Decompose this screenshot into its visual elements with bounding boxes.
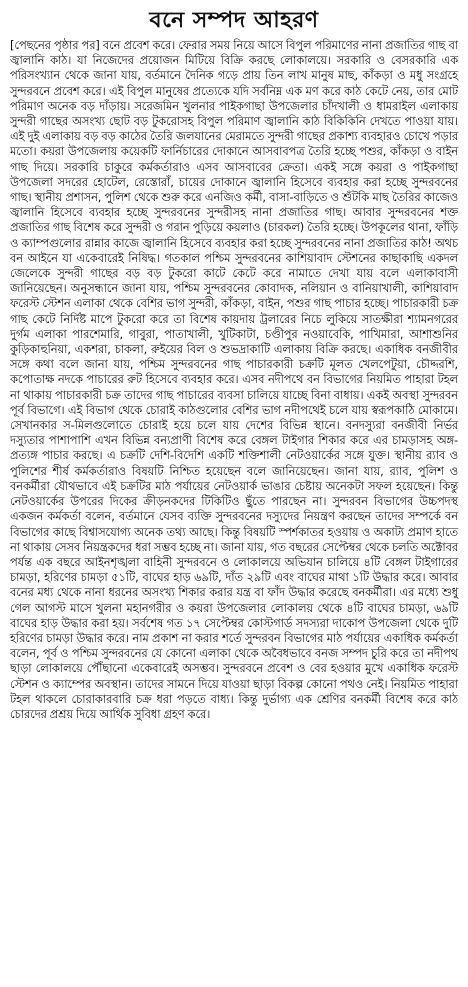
- article-headline: বনে সম্পদ আহরণ: [149, 7, 319, 33]
- article-body: [পেছনের পৃষ্ঠার পর] বনে প্রবেশ করে। ফেরার সময় নিয়ে আসে বিপুল পরিমাণের নানা প্রজাতির গাছ বা জ্বালানি কাঠ। যা নিজেদের প্রয়োজন মিটিয়ে বিক্রি করছে লোকালয়ে। সরকারি ও বেসরকারি এক পরিসংখ্যান থেকে জানা যায়, বর্তমানে দৈনিক গড়ে প্রায় তিন লাখ মানুষ মাছ, কাঁকড়া ও মধু সংগ্রহে সুন্দরবনে প্রবেশ করে। এই বিপুল মানুষের প্রত্যেকে যদি সর্বনিম্ন এক মণ করে কাঠ কেটে নেয়, তার মোট পরিমাণ অনেক বড় দাঁড়ায়। সরেজমিন খুলনার পাইকগাছা উপজেলার চাঁদখালী ও ধামরাইল এলাকায় সুন্দরী গাছের অসংখ্য ছোট বড় টুকরোসহ বিপুল পরিমাণ জ্বালানি কাঠ বিকিকিনি দেখতে পাওয়া যায়। এই দুই এলাকায় বড় বড় কাঠের তৈরি জলযানের মেরামতে সুন্দরী গাছের প্রকাশ্য ব্যবহারও চোখে পড়ার মতো। কয়রা উপজেলায় কয়েকটি ফার্নিচারের দোকানে আসবাবপত্র তৈরি হচ্ছে পশুর, কাঁকড়া ও বাইন গাছ দিয়ে। সরকারি চাকুরে কর্মকর্তারাও এসব আসবাবের ক্রেতা। একই সঙ্গে কয়রা ও পাইকগাছা উপজেলা সদরের হোটেল, রেস্তোরাঁ, চায়ের দোকানে জ্বালানি হিসেবে ব্যবহার করা হচ্ছে সুন্দরবনের গাছ। স্থানীয় প্রশাসন, পুলিশ থেকে শুরু করে এনজিও কর্মী, বাসা-বাড়িতে ও শুঁটকি মাছ তৈরির কাজেও জ্বালানি হিসেবে ব্যবহার হচ্ছে সুন্দরবনের সুন্দরীসহ নানা প্রজাতির গাছ। আবার সুন্দরবনের শক্ত প্রজাতির গাছ বিশেষ করে সুন্দরী ও গরান পুড়িয়ে কয়লাও (চারকল) তৈরি হচ্ছে। উপকূলের থানা, ফাঁড়ি ও ক্যাম্পগুলোর রান্নার কাজে জ্বালানি হিসেবে ব্যবহার করা হচ্ছে সুন্দরবনের নানা প্রজাতির কাঠ! অথচ বন আইনে যা একেবারেই নিষিদ্ধ। গতকাল পশ্চিম সুন্দরবনের কাশিয়াবাদ স্টেশনের কাছাকাছি একদল জেলেকে সুন্দরী গাছের বড় বড় টুকরো কাটে কেটে করে নামাতে দেখা যায় বলে এলাকাবাসী জানিয়েছেন। অনুসন্ধানে জানা যায়, পশ্চিম সুন্দরবনের কোবাদক, নলিয়ান ও বানিয়াখালী, কাশিয়াবাদ ফরেস্ট স্টেশন এলাকা থেকে বেশির ভাগ সুন্দরী, কাঁকড়া, বাইন, পশুর গাছ পাচার হচ্ছে। পাচারকারী চক্র গাছ কেটে নির্দিষ্ট মাপে টুকরো করে তা বিশেষ কায়দায় ট্রলারের নিচে লুকিয়ে সাতক্ষীরা শ্যামনগরের দুর্গম এলাকা পারশেমারি, গাবুরা, পাতাখালী, খুটিকাটা, চণ্ডীপুর নওয়াবেকি, পাখিমারা, আশাশুনির কুড়িকাহুনিয়া, একশরা, চাকলা, রুইয়ের বিল ও শুভদ্রাকাটি এলাকায় বিক্রি করছে। একাধিক বনজীবীর সঙ্গে কথা বলে জানা যায়, পশ্চিম সুন্দরবনের গাছ পাচারকারী চক্রটি মূলত খেলপেটুয়া, চৌদ্দরশি, কপোতাক্ষ নদকে পাচারের রুট হিসেবে ব্যবহার করে। এসব নদীপথে বন বিভাগের নিয়মিত পাহারা টহল না থাকায় পাচারকারী চক্র তাদের গাছ পাচারের ব্যবসা চালিয়ে যাচ্ছে বিনা বাধায়। একই অবস্থা সুন্দরবন পূর্ব বিভাগে। এই বিভাগ থেকে চোরাই কাঠগুলোর বেশির ভাগ নদীপথেই চলে যায় স্বরূপকাঠি মোকামে। সেখানকার স-মিলগুলোতে চোরাই হয়ে চলে যায় দেশের বিভিন্ন স্থানে। বনদস্যুরা বনজীবী নির্ভর দস্যুতার পাশাপাশি এখন বিভিন্ন বন্যপ্রাণী বিশেষ করে বেঙ্গল টাইগার শিকার করে এর চামড়াসহ অঙ্গ-প্রত্যঙ্গ পাচার করছে। এ চক্রটি দেশি-বিদেশি একটি শক্তিশালী নেটওয়ার্কের সঙ্গে যুক্ত। স্থানীয় র‌্যাব ও পুলিশের শীর্ষ কর্মকর্তারাও বিষয়টি নিশ্চিত হয়েছেন বলে জানিয়েছেন। জানা যায়, র‌্যাব, পুলিশ ও বনকর্মীরা যৌথভাবে এই চক্রটির মাঠ পর্যায়ের নেটওয়ার্ক ভাঙার চেষ্টায় অনেকটা সফল হয়েছেন। কিন্তু নেটওয়ার্কের উপরের দিকের ক্রীড়নকদের টিকিটিও ছুঁতে পারছেন না। সুন্দরবন বিভাগের উচ্চপদস্থ একজন কর্মকর্তা বলেন, বর্তমানে যেসব ব্যক্তি সুন্দরবনের দস্যুদের নিয়ন্ত্রণ করছেন তাদের সম্পর্কে বন বিভাগের কাছে বিশ্বাসযোগ্য অনেক তথ্য আছে। কিন্তু বিষয়টি স্পর্শকাতর হওয়ায় ও অকাট্য প্রমাণ হাতে না থাকায় সেসব নিয়ন্ত্রকদের ধরা সম্ভব হচ্ছে না। জানা যায়, গত বছরের সেপ্টেম্বর থেকে চলতি অক্টোবর পর্যন্ত এক বছরে আইনশৃঙ্খলা বাহিনী সুন্দরবনে ও লোকালয়ে অভিযান চালিয়ে ৪টি বেঙ্গল টাইগারের চামড়া, হরিণের চামড়া ৫১টি, বাঘের হাড় ৬৯টি, দাঁত ২৯টি এবং বাঘের মাথা ১টি উদ্ধার করে। আবার বনের মধ্য থেকে নানা ধরনের অসংখ্য শিকার করার যন্ত্র বা ফাঁদ উদ্ধার করেছে বনকর্মীরা। এর মধ্যে শুধু গেল আগস্ট মাসে খুলনা মহানগরীর ও কয়রা উপজেলার লোকালয় থেকে ৪টি বাঘের চামড়া, ৬৯টি বাঘের হাড় উদ্ধার করা হয়। সর্বশেষ গত ১৭ সেপ্টেম্বর কোস্টগার্ড সদস্যরা দাকোপ উপজেলা থেকে দুটি হরিণের চামড়া উদ্ধার করে। নাম প্রকাশ না করার শর্তে সুন্দরবন বিভাগের মাঠ পর্যায়ের একাধিক কর্মকর্তা বলেন, পূর্ব ও পশ্চিম সুন্দরবনের যে কোনো এলাকা থেকে অবৈধভাবে বনজ সম্পদ চুরি করে তা নদীপথ ছাড়া লোকালয়ে পৌঁছানো একেবারেই অসম্ভব। সুন্দরবনে প্রবেশ ও বের হওয়ার মুখে একাধিক ফরেস্ট স্টেশন ও ক্যাম্পের অবস্থান। তাদের সামনে দিয়ে যাওয়া ছাড়া বিকল্প কোনো পথও নেই। নিয়মিত পাহারা টহল থাকলে চোরাকারবারি চক্র ধরা পড়তে বাধ্য। কিন্তু দুর্ভাগ্য এক শ্রেণির বনকর্মী বিশেষ করে কাঠ চোরদের প্রশ্রয় দিয়ে আর্থিক সুবিধা গ্রহণ করে।: [10, 38, 458, 721]
